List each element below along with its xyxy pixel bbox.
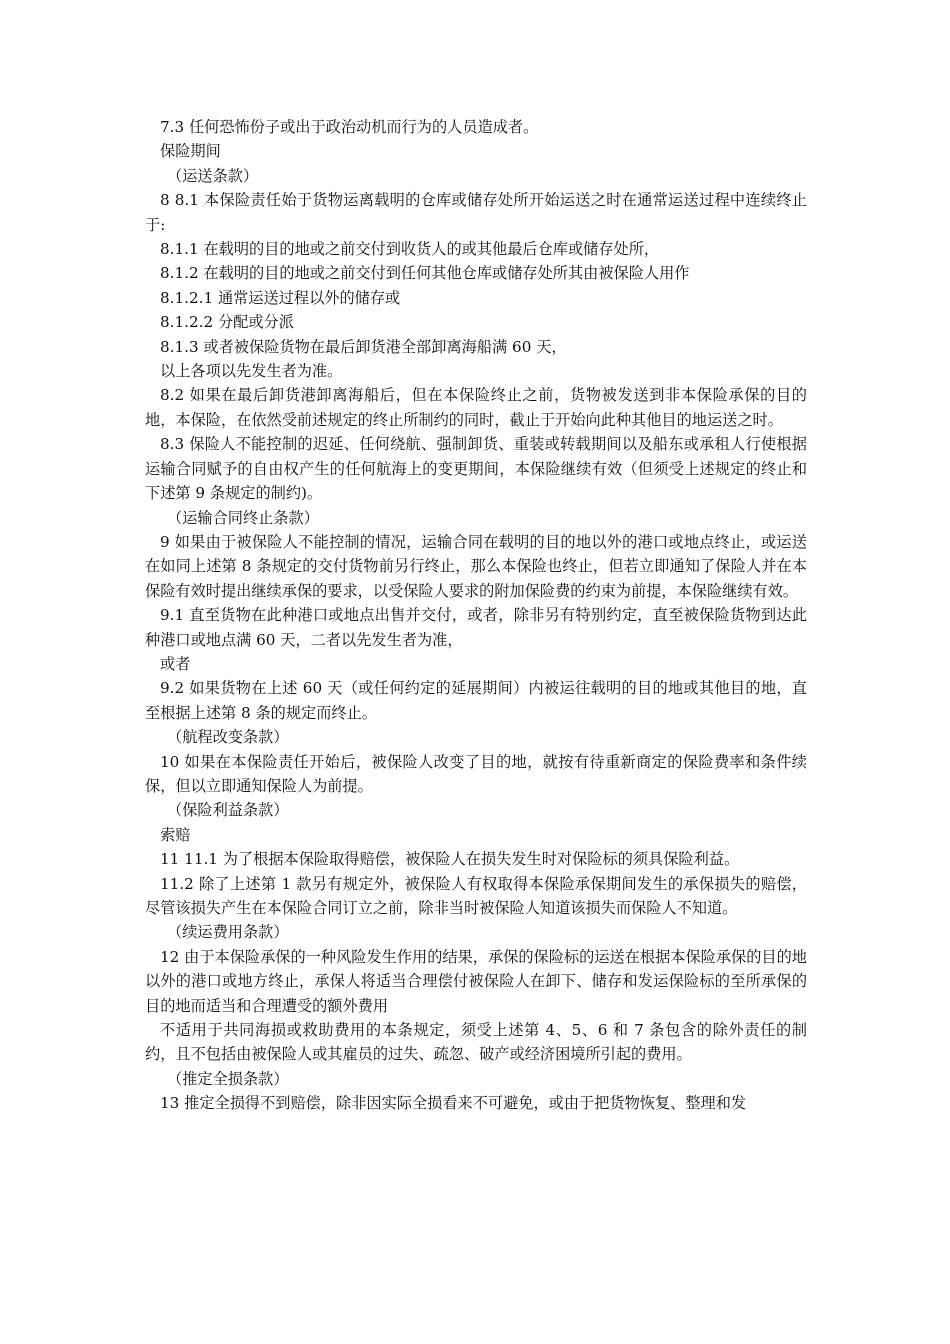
paragraph: 8.1.2.1 通常运送过程以外的储存或: [160, 288, 401, 307]
paragraph: 10 如果在本保险责任开始后，被保险人改变了目的地，就按有待重新商定的保险费率和条件续保，但以立即通知保险人为前提。: [145, 752, 807, 795]
clause-title: （运送条款）: [167, 166, 259, 185]
clause-title: （保险利益条款）: [167, 801, 289, 820]
paragraph: 8.2 如果在最后卸货港卸离海船后，但在本保险终止之前，货物被发送到非本保险承保的目的地，本保险，在依然受前述规定的终止所制约的同时，截止于开始向此种其他目的地运送之时。: [145, 386, 807, 429]
paragraph: 7.3 任何恐怖份子或出于政治动机而行为的人员造成者。: [160, 118, 539, 136]
paragraph: 8 8.1 本保险责任始于货物运离载明的仓库或储存处所开始运送之时在通常运送过程中连续终止于:: [145, 191, 807, 234]
paragraph: 11 11.1 为了根据本保险取得赔偿，被保险人在损失发生时对保险标的须具保险利益。: [160, 850, 740, 869]
paragraph: 9 如果由于被保险人不能控制的情况，运输合同在载明的目的地以外的港口或地点终止，或运送在如同上述第 8 条规定的交付货物前另行终止，那么本保险也终止，但若立即通知了保险人并在本保险有效时提出继续承保的要求，以受保险人要求的附加保险费的约束为前提，本保险继续有效。: [145, 532, 807, 600]
paragraph: 或者: [160, 654, 191, 673]
paragraph: 13 推定全损得不到赔偿，除非因实际全损看来不可避免，或由于把货物恢复、整理和发: [160, 1094, 747, 1113]
clause-title: （航程改变条款）: [167, 728, 289, 747]
paragraph: 9.1 直至货物在此种港口或地点出售并交付，或者，除非另有特别约定，直至被保险货物到达此种港口或地点满 60 天，二者以先发生者为准，: [145, 606, 807, 649]
paragraph: 8.1.2 在载明的目的地或之前交付到任何其他仓库或储存处所其由被保险人用作: [160, 264, 690, 283]
section-heading: 保险期间: [160, 142, 221, 161]
paragraph: 8.1.3 或者被保险货物在最后卸货港全部卸离海船满 60 天，: [160, 337, 567, 356]
paragraph: 8.3 保险人不能控制的迟延、任何绕航、强制卸货、重装或转载期间以及船东或承租人行使根据运输合同赋予的自由权产生的任何航海上的变更期间，本保险继续有效（但须受上述规定的终止和下述第 9 条规定的制约)。: [145, 435, 807, 503]
paragraph: 9.2 如果货物在上述 60 天（或任何约定的延展期间）内被运往载明的目的地或其他目的地，直至根据上述第 8 条的规定而终止。: [145, 679, 807, 722]
paragraph: 以上各项以先发生者为准。: [160, 362, 343, 381]
document-body: [145, 115, 807, 1116]
clause-title: （推定全损条款）: [167, 1069, 289, 1088]
paragraph: 不适用于共同海损或救助费用的本条规定，须受上述第 4、5、6 和 7 条包含的除外责任的制约，且不包括由被保险人或其雇员的过失、疏忽、破产或经济困境所引起的费用。: [145, 1021, 807, 1064]
paragraph: 11.2 除了上述第 1 款另有规定外，被保险人有权取得本保险承保期间发生的承保损失的赔偿，尽管该损失产生在本保险合同订立之前，除非当时被保险人知道该损失而保险人不知道。: [145, 874, 807, 917]
paragraph: 8.1.1 在载明的目的地或之前交付到收货人的或其他最后仓库或储存处所，: [160, 240, 660, 259]
paragraph: 12 由于本保险承保的一种风险发生作用的结果，承保的保险标的运送在根据本保险承保的目的地以外的港口或地方终止，承保人将适当合理偿付被保险人在卸下、储存和发运保险标的至所承保的目的地而适当和合理遭受的额外费用: [145, 947, 807, 1015]
section-heading: 索赔: [160, 825, 191, 844]
clause-title: （续运费用条款）: [167, 923, 289, 942]
paragraph: 8.1.2.2 分配或分派: [160, 313, 294, 332]
clause-title: （运输合同终止条款）: [167, 508, 319, 527]
